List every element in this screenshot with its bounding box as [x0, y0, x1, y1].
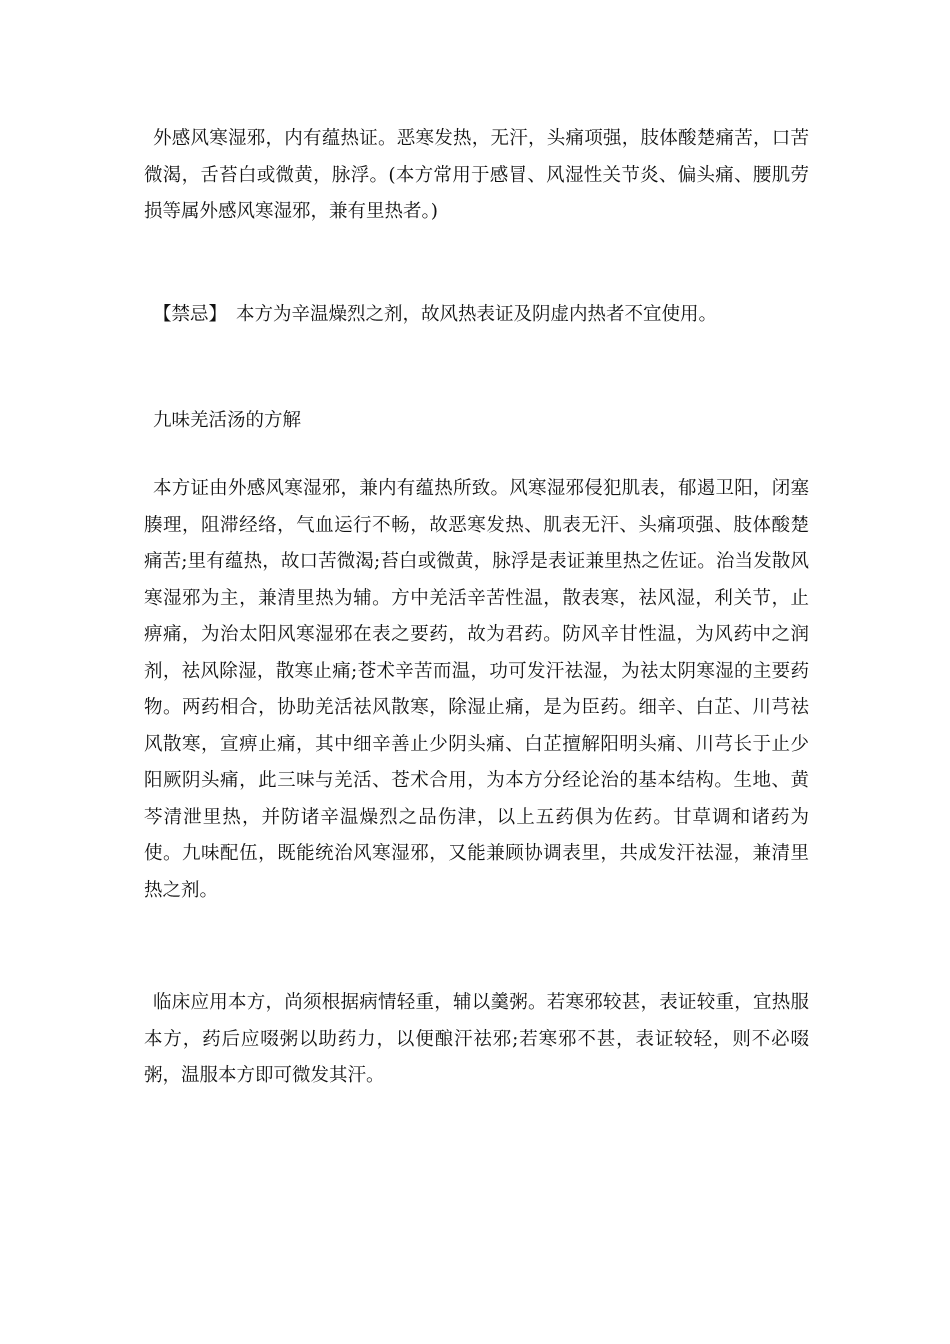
contraindication-label: 【禁忌】: [153, 304, 228, 325]
section-heading: 九味羌活汤的方解: [153, 410, 302, 431]
contraindication-line: [144, 297, 717, 334]
contraindication-text: 本方为辛温燥烈之剂，故风热表证及阴虚内热者不宜使用。: [236, 304, 718, 325]
indications-paragraph: 外感风寒湿邪，内有蕴热证。恶寒发热，无汗，头痛项强，肢体酸楚痛苦，口苦微渴，舌苔白或微黄，脉浮。(本方常用于感冒、风湿性关节炎、偏头痛、腰肌劳损等属外感风寒湿邪，兼有里热者。): [144, 128, 809, 222]
clinical-application-paragraph: 临床应用本方，尚须根据病情轻重，辅以羹粥。若寒邪较甚，表证较重，宜热服本方，药后应啜粥以助药力，以便酿汗祛邪;若寒邪不甚，表证较轻，则不必啜粥，温服本方即可微发其汗。: [144, 992, 809, 1086]
analysis-paragraph: 本方证由外感风寒湿邪，兼内有蕴热所致。风寒湿邪侵犯肌表，郁遏卫阳，闭塞腠理，阻滞经络，气血运行不畅，故恶寒发热、肌表无汗、头痛项强、肢体酸楚痛苦;里有蕴热，故口苦微渴;苔白或微黄，脉浮是表证兼里热之佐证。治当发散风寒湿邪为主，兼清里热为辅。方中羌活辛苦性温，散表寒，祛风湿，利关节，止痹痛，为治太阳风寒湿邪在表之要药，故为君药。防风辛甘性温，为风药中之润剂，祛风除湿，散寒止痛;苍术辛苦而温，功可发汗祛湿，为祛太阴寒湿的主要药物。两药相合，协助羌活祛风散寒，除湿止痛，是为臣药。细辛、白芷、川芎祛风散寒，宣痹止痛，其中细辛善止少阴头痛、白芷擅解阳明头痛、川芎长于止少阳厥阴头痛，此三味与羌活、苍术合用，为本方分经论治的基本结构。生地、黄芩清泄里热，并防诸辛温燥烈之品伤津，以上五药俱为佐药。甘草调和诸药为使。九味配伍，既能统治风寒湿邪，又能兼顾协调表里，共成发汗祛湿，兼清里热之剂。: [144, 478, 809, 901]
